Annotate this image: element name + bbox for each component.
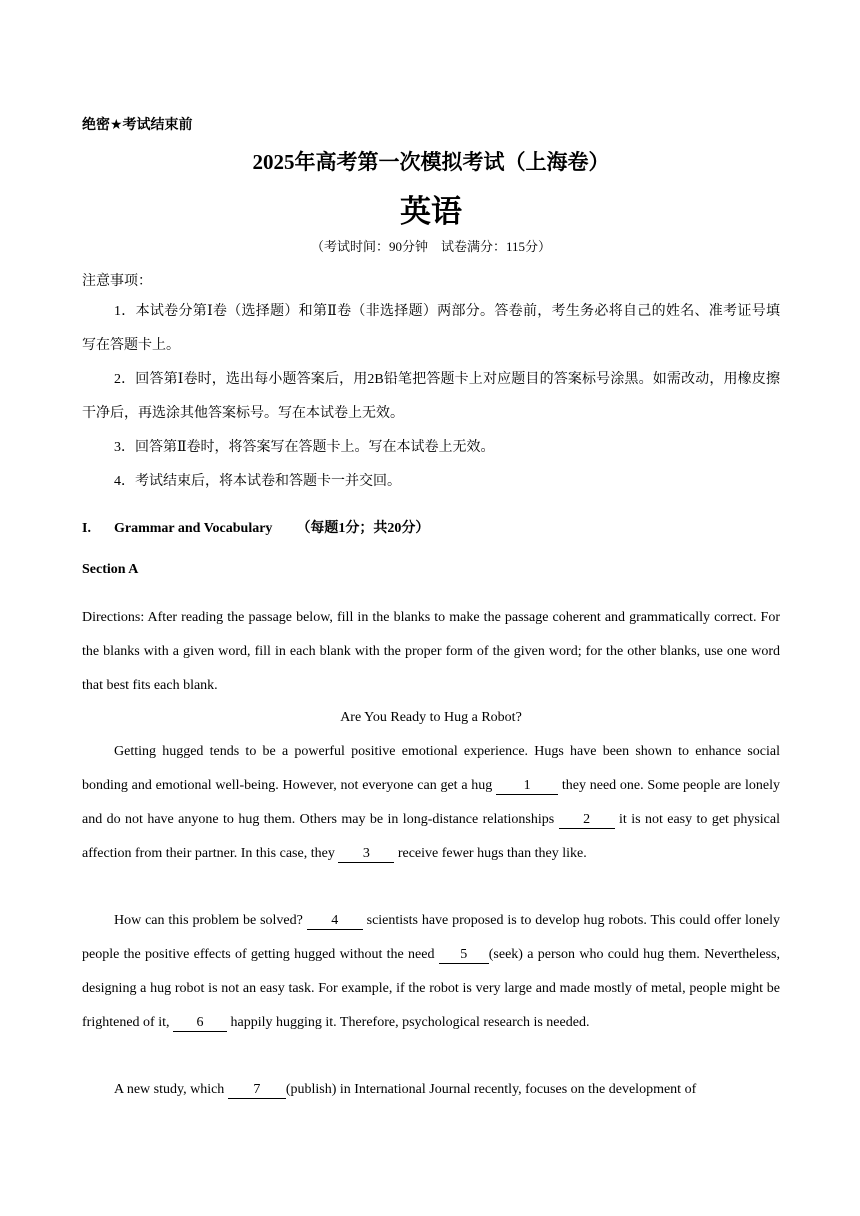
note-item-2: 2．回答第Ⅰ卷时，选出每小题答案后，用2B铅笔把答题卡上对应题目的答案标号涂黑。如需改动，用橡皮擦干净后，再选涂其他答案标号。写在本试卷上无效。	[82, 372, 780, 421]
passage-title: Are You Ready to Hug a Robot?	[340, 710, 522, 725]
time-info: （考试时间：90分钟 试卷满分：115分）	[310, 239, 552, 254]
blank-7: 7	[228, 1082, 286, 1099]
subject-title: 英语	[400, 194, 462, 230]
passage-paragraph-1: Getting hugged tends to be a powerful positive emotional experience. Hugs have been shown to enhance social bonding and emotional well-being. However, not everyone can get a hug 1 they need one. Some people are lonely and do not have anyone to hug them. Others may be in long-distance relationships 2 it is not easy to get physical affection from their partner. In this case, they 3 receive fewer hugs than they like.	[82, 744, 781, 861]
blank-2: 2	[559, 812, 615, 829]
blank-4: 4	[307, 913, 363, 930]
blank-3: 3	[338, 846, 394, 863]
passage-paragraph-2: How can this problem be solved? 4 scientists have proposed is to develop hug robots. This could offer lonely people the positive effects of getting hugged without the need 5 (seek) a person who could hug them. Nevertheless, designing a hug robot is not an easy task. For example, if the robot is very large and made mostly of metal, people might be frightened of it, 6 happily hugging it. Therefore, psychological research is needed.	[82, 913, 781, 1030]
directions-text: Directions: After reading the passage below, fill in the blanks to make the passage coherent and grammatically correct. For the blanks with a given word, fill in each blank with the proper form of the given word; for the other blanks, use one word that best fits each blank.	[82, 610, 780, 693]
note-item-1: 1．本试卷分第Ⅰ卷（选择题）和第Ⅱ卷（非选择题）两部分。答卷前，考生务必将自己的姓名、准考证号填写在答题卡上。	[82, 304, 780, 353]
section-number: I.	[82, 521, 91, 536]
section-points: （每题1分；共20分）	[296, 521, 430, 536]
blank-6: 6	[173, 1015, 227, 1032]
section-title: Grammar and Vocabulary	[114, 521, 273, 536]
exam-title: 2025年高考第一次模拟考试（上海卷）	[252, 150, 610, 174]
passage-paragraph-3: A new study, which 7 (publish) in International Journal recently, focuses on the development of	[114, 1082, 697, 1097]
blank-5: 5	[439, 947, 489, 964]
note-item-4: 4．考试结束后，将本试卷和答题卡一并交回。	[114, 474, 401, 489]
section-a-label: Section A	[82, 562, 139, 577]
notes-heading: 注意事项：	[82, 274, 152, 289]
blank-1: 1	[496, 778, 558, 795]
note-item-3: 3．回答第Ⅱ卷时，将答案写在答题卡上。写在本试卷上无效。	[114, 440, 495, 455]
confidential-label: 绝密★考试结束前	[82, 117, 193, 133]
section-heading	[82, 517, 429, 537]
